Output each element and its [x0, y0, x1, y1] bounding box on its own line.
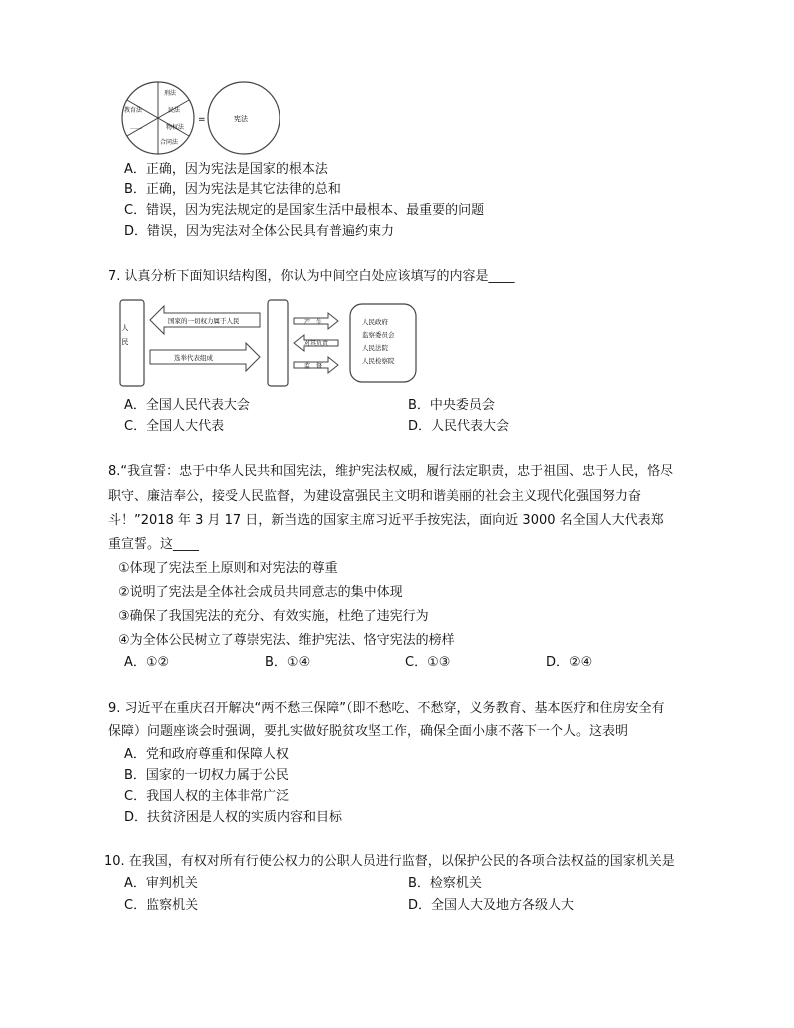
knowledge-structure-diagram: [118, 298, 420, 390]
q10-stem: 10. 在我国，有权对所有行使公权力的公职人员进行监督，以保护公民的各项合法权益的国家机关是: [104, 854, 675, 869]
q8-stem-line-2: 职守、廉洁奉公，接受人民监督，为建设富强民主文明和谐美丽的社会主义现代化强国努力奋: [108, 489, 642, 504]
q8-stem-line-1: 8.“我宣誓：忠于中华人民共和国宪法，维护宪法权威，履行法定职责，忠于祖国、忠于人民，恪尽: [108, 464, 674, 479]
constitution-label: 宪法: [234, 115, 248, 123]
q9-option-b: B．国家的一切权力属于公民: [124, 768, 289, 783]
q8-item-4: ④为全体公民树立了尊崇宪法、维护宪法、恪守宪法的榜样: [118, 633, 455, 648]
q6-option-a: A．正确，因为宪法是国家的根本法: [124, 162, 328, 177]
q6-option-b: B．正确，因为宪法是其它法律的总和: [124, 182, 341, 197]
q9-stem-line-1: 9. 习近平在重庆召开解决“两不愁三保障”（即不愁吃、不愁穿，义务教育、基本医疗和住房安全有: [108, 701, 665, 716]
q9-option-d: D．扶贫济困是人权的实质内容和目标: [124, 810, 343, 825]
sector-label: 合同法: [160, 139, 179, 146]
sector-label: 刑法: [164, 90, 177, 97]
q10-option-a: A．审判机关: [124, 876, 198, 891]
people-label: 人 民: [121, 324, 129, 345]
q10-option-b: B．检察机关: [408, 876, 482, 891]
q10-option-d: D．全国人大及地方各级人大: [408, 898, 575, 913]
sector-label: ……: [130, 124, 142, 131]
mid-arrow-label: 对其负责: [304, 340, 329, 347]
q10-option-c: C．监察机关: [124, 898, 199, 913]
q7-option-c: C．全国人大代表: [124, 419, 225, 434]
equals-sign: =: [198, 115, 206, 125]
q9-option-c: C．我国人权的主体非常广泛: [124, 789, 290, 804]
q9-stem-line-2: 保障）问题座谈会时强调，要扎实做好脱贫攻坚工作，确保全面小康不落下一个人。这表明: [108, 724, 629, 739]
q8-stem-line-4: 重宣誓。这____: [108, 537, 200, 552]
q7-option-b: B．中央委员会: [408, 398, 495, 413]
arrow-bottom-label: 选举代表组成: [174, 354, 213, 362]
law-circle-figure: [120, 78, 280, 160]
q8-item-2: ②说明了宪法是全体社会成员共同意志的集中体现: [118, 585, 403, 600]
mid-arrow-label: 监 督: [304, 363, 323, 370]
q8-item-3: ③确保了我国宪法的充分、有效实施，杜绝了违宪行为: [118, 609, 429, 624]
q8-item-1: ①体现了宪法至上原则和对宪法的尊重: [118, 561, 338, 576]
organ-item: 人民检察院: [362, 357, 395, 365]
organ-item: 人民法院: [362, 344, 388, 352]
q6-option-c: C．错误，因为宪法规定的是国家生活中最根本、最重要的问题: [124, 203, 485, 218]
q8-option-c: C．①③: [405, 655, 451, 670]
q6-option-d: D．错误，因为宪法对全体公民具有普遍约束力: [124, 224, 395, 239]
mid-arrow-label: 产 生: [304, 319, 323, 326]
q7-option-d: D．人民代表大会: [408, 419, 510, 434]
q7-stem: 7. 认真分析下面知识结构图，你认为中间空白处应该填写的内容是____: [108, 269, 515, 284]
sector-label: 民法: [168, 107, 181, 114]
sector-label: 物权法: [166, 124, 185, 131]
sector-label: 教育法: [124, 107, 143, 114]
q7-option-a: A．全国人民代表大会: [124, 398, 250, 413]
q8-option-b: B．①④: [265, 655, 311, 670]
q8-stem-line-3: 斗！”2018 年 3 月 17 日，新当选的国家主席习近平手按宪法，面向近 3000 名全国人大代表郑: [108, 513, 664, 528]
organ-item: 人民政府: [362, 318, 388, 326]
q8-option-d: D．②④: [546, 655, 593, 670]
q9-option-a: A．党和政府尊重和保障人权: [124, 747, 289, 762]
q8-option-a: A．①②: [124, 655, 170, 670]
arrow-top-label: 国家的一切权力属于人民: [168, 317, 240, 325]
organ-item: 监察委员会: [362, 331, 395, 339]
